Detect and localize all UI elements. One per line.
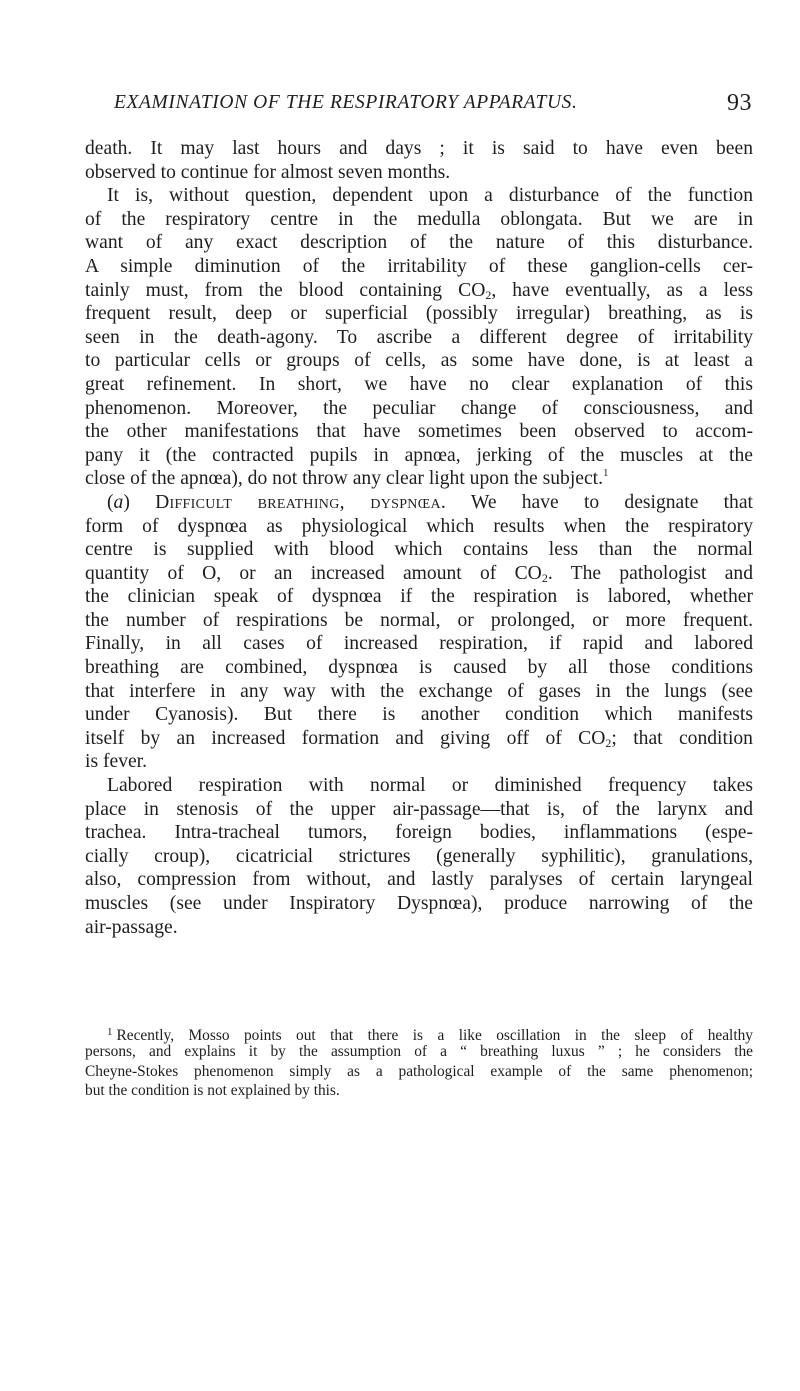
footnote-reference: 1 [603, 467, 609, 480]
footnote-line: but the condition is not explained by this. [85, 1082, 340, 1100]
text-line: muscles (see under Inspiratory Dyspnœa), produce narrowing of the [85, 893, 753, 914]
body-text [85, 137, 753, 939]
page-number: 93 [727, 90, 752, 116]
footnote-line: Cheyne-Stokes phenomenon simply as a pathological example of the same phenomenon; [85, 1062, 753, 1080]
paragraph-start-line: Labored respiration with normal or diminished frequency takes [107, 775, 753, 797]
text-line: seen in the death-agony. To ascribe a different degree of irritability [85, 326, 753, 348]
text-line: Finally, in all cases of increased respiration, if rapid and labored [85, 633, 753, 655]
text-line: pany it (the contracted pupils in apnœa, jerking of the muscles at the [85, 444, 753, 466]
text-line: breathing are combined, dyspnœa is caused by all those conditions [85, 657, 753, 679]
section-heading: Difficult breathing, dyspnœa. [155, 491, 447, 513]
footnote-line: $^1$ Recently, Mosso points out that there is a like oscillation in the sleep of healthy [107, 1026, 753, 1044]
text-line: great refinement. In short, we have no clear explanation of this [85, 373, 753, 395]
subscript-2: 2 [485, 287, 492, 302]
subscript-2: 2 [541, 570, 548, 585]
text-line: also, compression from without, and lastly paralyses of certain laryngeal [85, 869, 753, 891]
text-line: that interfere in any way with the exchange of gases in the lungs (see [85, 680, 753, 702]
text-line: want of any exact description of the nature of this disturbance. [85, 232, 753, 254]
text-line: cially croup), cicatricial strictures (generally syphilitic), granulations, [85, 845, 753, 867]
text-line: tainly must, from the blood containing $CO_2$, have eventually, as a less [85, 279, 753, 302]
text-line: frequent result, deep or superficial (possibly irregular) breathing, as is [85, 303, 753, 325]
text-line: centre is supplied with blood which contains less than the normal [85, 539, 753, 561]
running-head [92, 92, 752, 122]
footnote-line: persons, and explains it by the assumption of a “ breathing luxus ” ; he considers the [85, 1043, 753, 1061]
text-line: the number of respirations be normal, or prolonged, or more frequent. [85, 609, 753, 631]
text-line: under Cyanosis). But there is another condition which manifests [85, 704, 753, 726]
text-line: form of dyspnœa as physiological which results when the respiratory [85, 515, 753, 537]
text-line: is fever. [85, 751, 148, 773]
text-line: of the respiratory centre in the medulla oblongata. But we are in [85, 208, 753, 230]
text-line: the other manifestations that have sometimes been observed to accom- [85, 421, 753, 443]
text-line: observed to continue for almost seven months. [85, 161, 451, 183]
paragraph-start-line: It is, without question, dependent upon a disturbance of the function [107, 185, 753, 207]
running-title: EXAMINATION OF THE RESPIRATORY APPARATUS. [114, 92, 578, 113]
text-line: close of the apnœa), do not throw any clear light upon the subject.$^1$ [85, 467, 609, 490]
text-line: quantity of O, or an increased amount of $CO_2$. The pathologist and [85, 562, 754, 585]
text-line: trachea. Intra-tracheal tumors, foreign bodies, inflammations (espe- [85, 822, 753, 844]
text-line: to particular cells or groups of cells, as some have done, is at least a [85, 350, 753, 372]
section-heading-line: (a) Difficult breathing, dyspnœa. We have to designate that [107, 491, 753, 513]
text-line: death. It may last hours and days ; it is said to have even been [85, 138, 753, 159]
text-line: itself by an increased formation and giving off of $CO_2$; that condition [85, 727, 753, 750]
text-line: place in stenosis of the upper air-passage—that is, of the larynx and [85, 798, 753, 820]
footnote [85, 1023, 753, 1101]
subscript-2: 2 [605, 735, 612, 750]
footnote-mark: 1 [107, 1026, 113, 1038]
text-line: A simple diminution of the irritability of these ganglion-cells cer- [85, 255, 753, 277]
text-line: the clinician speak of dyspnœa if the respiration is labored, whether [85, 586, 753, 608]
text-line: phenomenon. Moreover, the peculiar change of consciousness, and [85, 397, 753, 419]
text-line: air-passage. [85, 916, 178, 938]
